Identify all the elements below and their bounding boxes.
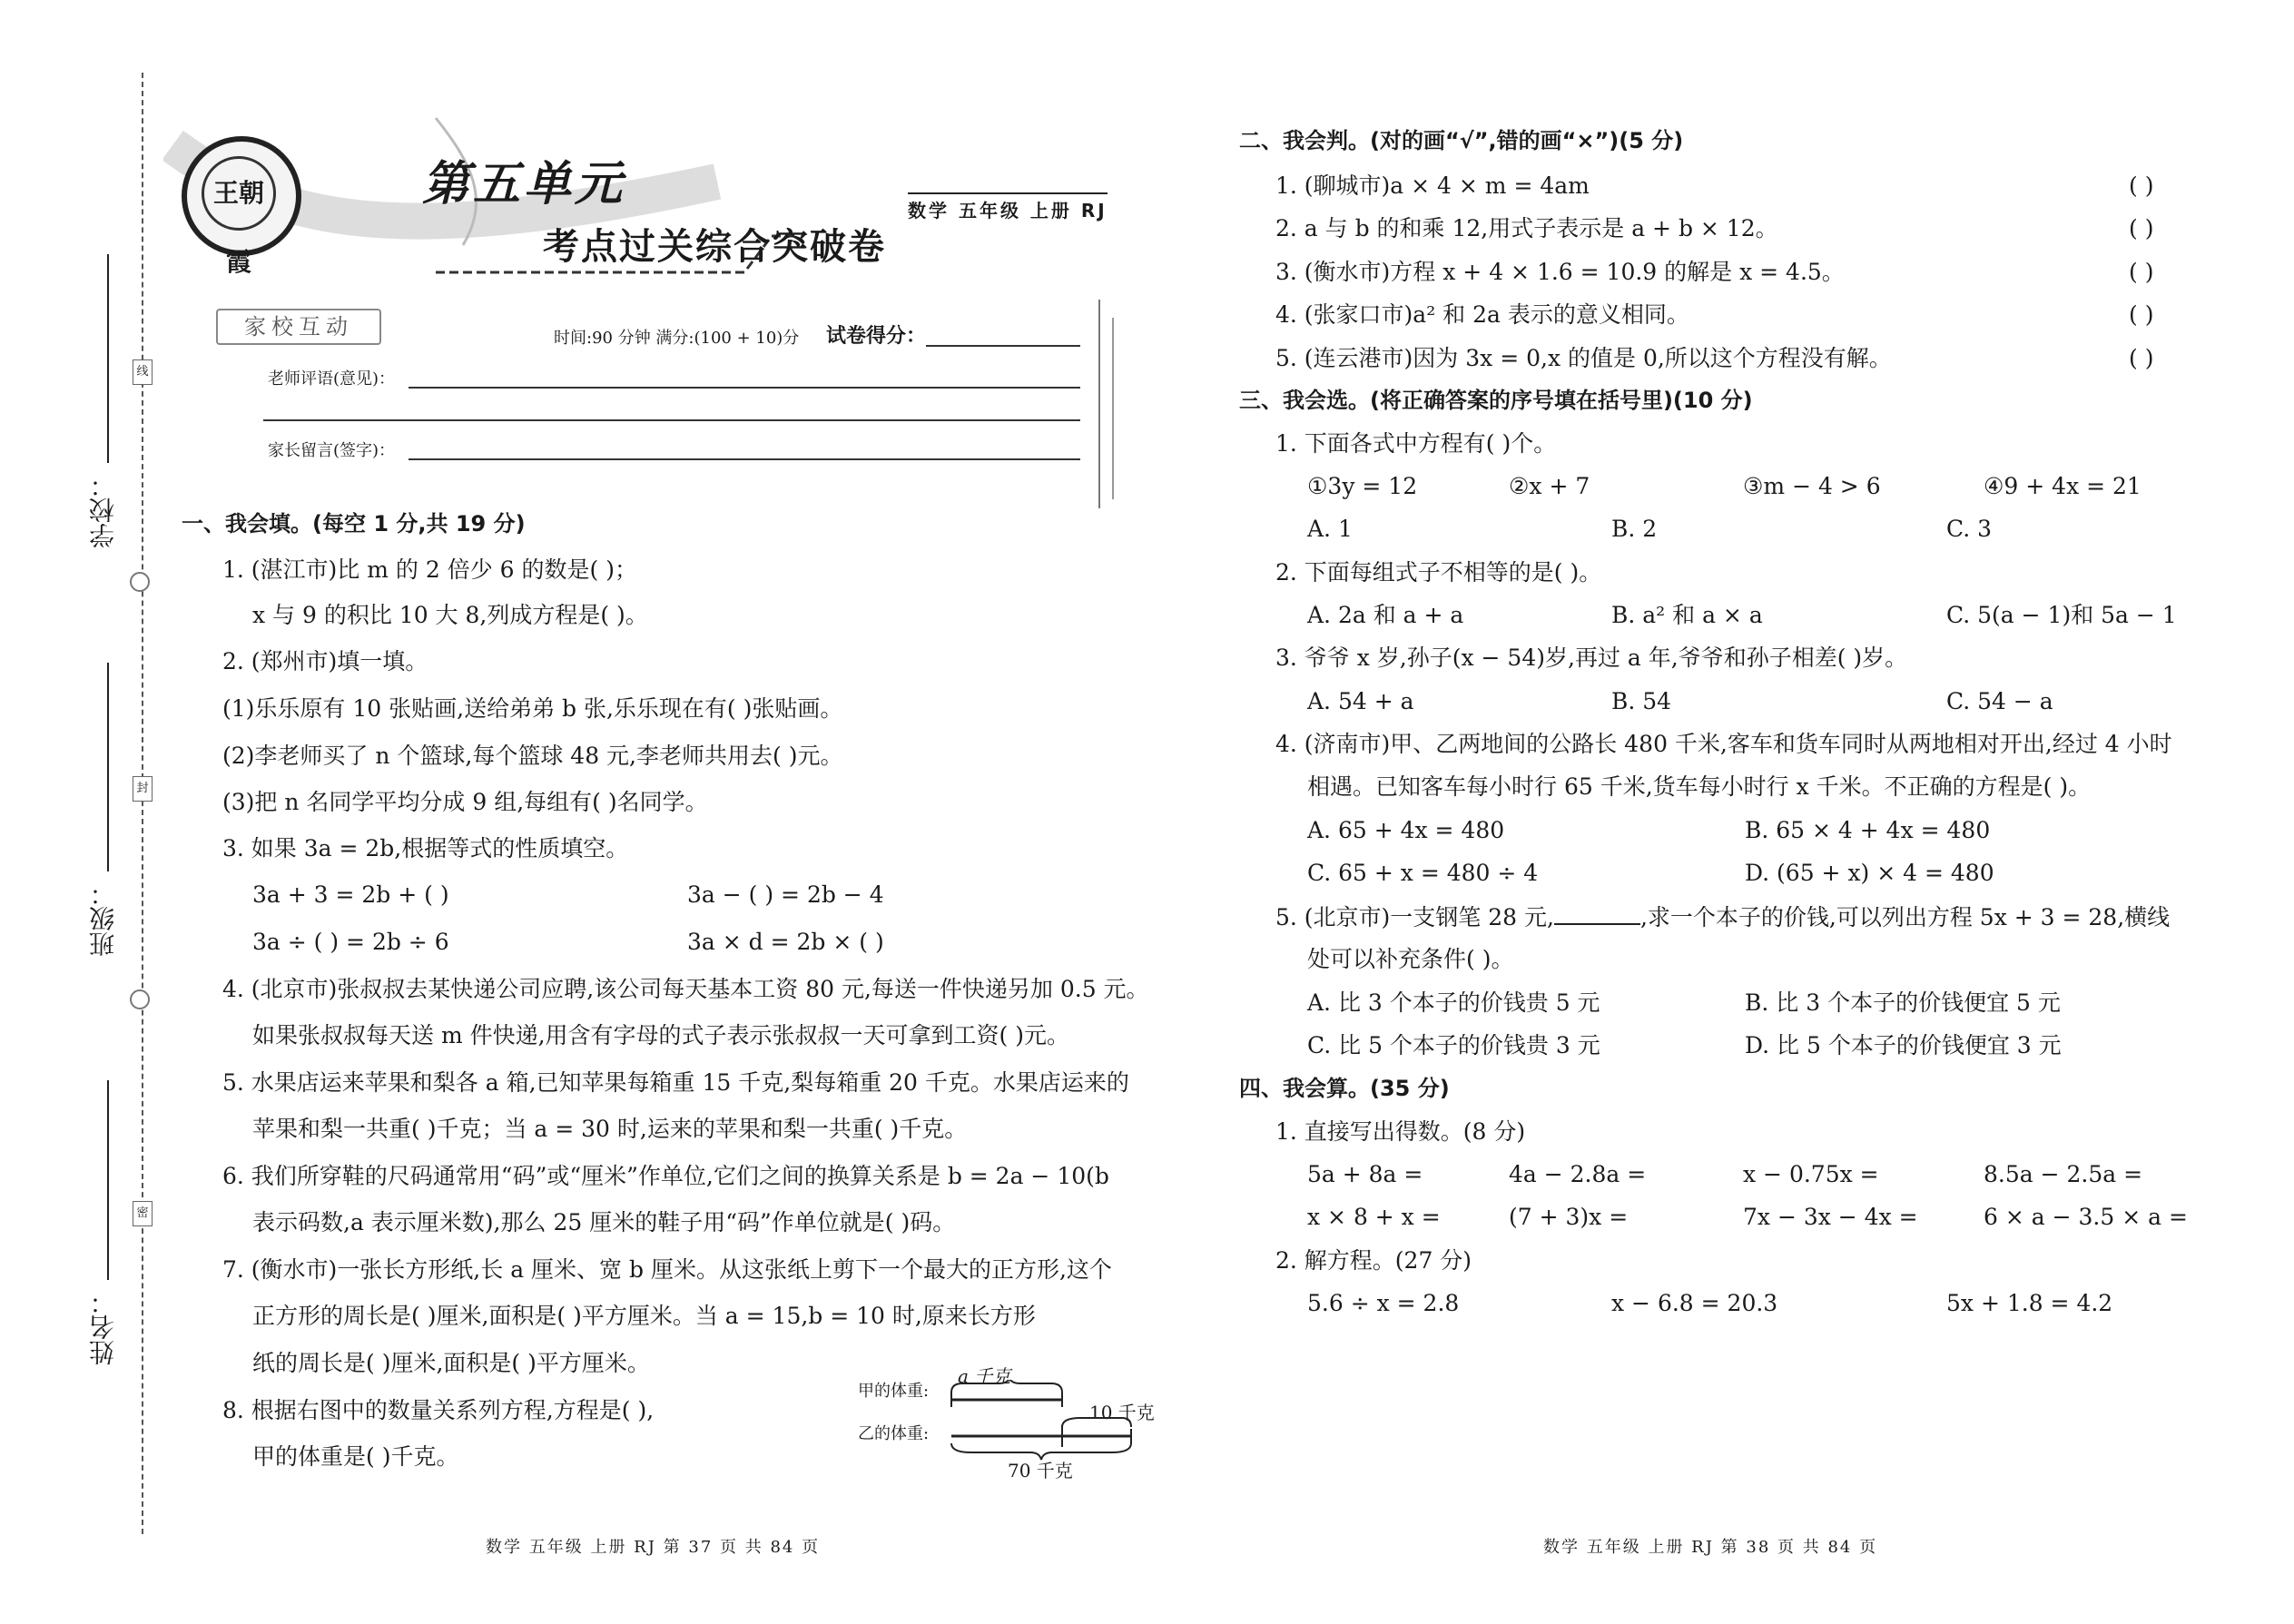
divider [1098,300,1100,508]
choice-2-option-b[interactable]: B. a² 和 a × a [1611,602,1763,628]
score-label: 试卷得分： [826,325,927,348]
choice-4-option-b[interactable]: B. 65 × 4 + 4x = 480 [1745,817,1991,843]
choice-1-item: ①3y = 12 [1307,473,1418,499]
q3d: 3a × d = 2b × ( ) [687,929,884,955]
calc-2: 2. 解方程。(27 分) [1275,1247,1472,1274]
choice-5a-text2: ,求一个本子的价钱,可以列出方程 5x + 3 = 28,横线 [1639,904,2171,930]
choice-1-item: ②x + 7 [1509,473,1590,499]
paper-title: 考点过关综合突破卷 [543,225,886,268]
choice-1-option-c[interactable]: C. 3 [1946,516,1993,542]
choice-4-option-a[interactable]: A. 65 + 4x = 480 [1307,817,1505,843]
school-label: 学校： [88,472,118,548]
judge-4-answer[interactable]: ( ) [2129,301,2154,328]
choice-5-option-b[interactable]: B. 比 3 个本子的价钱便宜 5 元 [1745,989,2061,1016]
q2b: (2)李老师买了 n 个篮球,每个篮球 48 元,李老师共用去( )元。 [222,743,843,769]
binding-mark-secret: 密 [133,1201,153,1226]
q8b: 甲的体重是( )千克。 [252,1443,459,1470]
q5b: 苹果和梨一共重( )千克；当 a = 30 时,运来的苹果和梨一共重( )千克。 [252,1116,968,1142]
q2a: (1)乐乐原有 10 张贴画,送给弟弟 b 张,乐乐现在有( )张贴画。 [222,695,843,722]
judge-3: 3. (衡水市)方程 x + 4 × 1.6 = 10.9 的解是 x = 4.5。 [1275,259,1845,285]
publisher-logo: 王朝霞 [182,136,301,256]
judge-3-answer[interactable]: ( ) [2129,259,2154,285]
fig-label-yi: 乙的体重: [858,1424,930,1443]
choice-5-option-a[interactable]: A. 比 3 个本子的价钱贵 5 元 [1307,989,1600,1016]
choice-2-option-c[interactable]: C. 5(a − 1)和 5a − 1 [1946,602,2177,628]
q5a: 5. 水果店运来苹果和梨各 a 箱,已知苹果每箱重 15 千克,梨每箱重 20 千克。水果店运来的 [222,1069,1129,1096]
teacher-comment-line[interactable] [409,387,1080,389]
q3c: 3a ÷ ( ) = 2b ÷ 6 [252,929,449,955]
choice-1: 1. 下面各式中方程有( )个。 [1275,430,1557,457]
calc-1-item: x × 8 + x = [1307,1204,1441,1230]
q3: 3. 如果 3a = 2b,根据等式的性质填空。 [222,835,629,861]
q7c: 纸的周长是( )厘米,面积是( )平方厘米。 [252,1350,650,1376]
choice-4a: 4. (济南市)甲、乙两地间的公路长 480 千米,客车和货车同时从两地相对开出,经过 4 小时 [1275,731,2172,757]
q6a: 6. 我们所穿鞋的尺码通常用“码”或“厘米”作单位,它们之间的换算关系是 b = 2a − 10(b [222,1163,1109,1189]
q7b: 正方形的周长是( )厘米,面积是( )平方厘米。当 a = 15,b = 10 时,原来长方形 [252,1303,1036,1329]
time-info: 时间:90 分钟 满分:(100 + 10)分 [554,329,800,348]
teacher-comment-label: 老师评语(意见)： [268,369,396,389]
choice-1-item: ④9 + 4x = 21 [1984,473,2141,499]
comment-line[interactable] [263,419,1080,421]
judge-1-answer[interactable]: ( ) [2129,172,2154,199]
choice-4-option-d[interactable]: D. (65 + x) × 4 = 480 [1745,860,1994,886]
q7a: 7. (衡水市)一张长方形纸,长 a 厘米、宽 b 厘米。从这张纸上剪下一个最大的正方形,这个 [222,1256,1112,1283]
choice-3-option-b[interactable]: B. 54 [1611,688,1672,714]
calc-1-item: x − 0.75x = [1743,1161,1879,1187]
binding-hole [130,572,150,592]
choice-1-option-b[interactable]: B. 2 [1611,516,1658,542]
fig-label-10: 10 千克 [1089,1402,1155,1423]
footer-left: 数学 五年级 上册 RJ 第 37 页 共 84 页 [486,1538,821,1557]
choice-2-option-a[interactable]: A. 2a 和 a + a [1307,602,1464,628]
equation-item: 5.6 ÷ x = 2.8 [1307,1290,1460,1316]
q4a: 4. (北京市)张叔叔去某快递公司应聘,该公司每天基本工资 80 元,每送一件快递另加 0.5 元。 [222,976,1149,1002]
fig-label-jia: 甲的体重: [858,1382,930,1401]
q3b: 3a − ( ) = 2b − 4 [687,881,884,908]
choice-3: 3. 爷爷 x 岁,孙子(x − 54)岁,再过 a 年,爷爷和孙子相差( )岁。 [1275,645,1908,671]
choice-4b: 相遇。已知客车每小时行 65 千米,货车每小时行 x 千米。不正确的方程是( )。 [1307,773,2092,800]
family-school-box: 家校互动 [216,309,381,345]
school-write-line [107,254,109,463]
q3a: 3a + 3 = 2b + ( ) [252,881,449,908]
calc-1-item: 6 × a − 3.5 × a = [1984,1204,2188,1230]
choice-3-option-c[interactable]: C. 54 − a [1946,688,2053,714]
judge-1: 1. (聊城市)a × 4 × m = 4am [1275,172,1590,199]
fig-label-a: a 千克 [958,1365,1011,1387]
choice-4-option-c[interactable]: C. 65 + x = 480 ÷ 4 [1307,860,1539,886]
section-2-title: 二、我会判。(对的画“√”,错的画“×”)(5 分) [1239,128,1684,153]
q6b: 表示码数,a 表示厘米数),那么 25 厘米的鞋子用“码”作单位就是( )码。 [252,1209,956,1235]
q1a: 1. (湛江市)比 m 的 2 倍少 6 的数是( )； [222,556,637,583]
binding-mark-seal: 封 [133,776,153,802]
calc-1-item: 5a + 8a = [1307,1161,1423,1187]
judge-5-answer[interactable]: ( ) [2129,345,2154,371]
section-3-title: 三、我会选。(将正确答案的序号填在括号里)(10 分) [1239,388,1753,413]
choice-5-option-d[interactable]: D. 比 5 个本子的价钱便宜 3 元 [1745,1032,2062,1058]
binding-hole [130,989,150,1009]
q4b: 如果张叔叔每天送 m 件快递,用含有字母的式子表示张叔叔一天可拿到工资( )元。 [252,1022,1070,1048]
choice-5b: 处可以补充条件( )。 [1307,946,1514,972]
calc-1-item: 8.5a − 2.5a = [1984,1161,2143,1187]
class-write-line [107,663,109,871]
subject-tag: 数学 五年级 上册 RJ [908,192,1108,222]
choice-5-blank[interactable] [1554,901,1640,925]
parent-note-label: 家长留言(签字)： [268,441,396,460]
judge-4: 4. (张家口市)a² 和 2a 表示的意义相同。 [1275,301,1689,328]
q2c: (3)把 n 名同学平均分成 9 组,每组有( )名同学。 [222,789,708,815]
calc-1-item: 7x − 3x − 4x = [1743,1204,1918,1230]
choice-5a-text1: 5. (北京市)一支钢笔 28 元, [1275,904,1554,930]
name-write-line [107,1080,109,1280]
choice-1-item: ③m − 4 > 6 [1743,473,1881,499]
name-label: 姓名： [88,1289,118,1365]
equation-item: x − 6.8 = 20.3 [1611,1290,1778,1316]
choice-2: 2. 下面每组式子不相等的是( )。 [1275,559,1602,586]
choice-1-option-a[interactable]: A. 1 [1307,516,1353,542]
q1b: x 与 9 的积比 10 大 8,列成方程是( )。 [252,602,648,628]
q2: 2. (郑州市)填一填。 [222,648,428,674]
divider [1112,318,1114,499]
equation-item: 5x + 1.8 = 4.2 [1946,1290,2113,1316]
choice-5a [1275,901,2170,933]
footer-right: 数学 五年级 上册 RJ 第 38 页 共 84 页 [1543,1538,1878,1557]
calc-1: 1. 直接写出得数。(8 分) [1275,1118,1526,1145]
calc-1-item: (7 + 3)x = [1509,1204,1629,1230]
calc-1-item: 4a − 2.8a = [1509,1161,1647,1187]
weight-diagram [944,1380,1162,1462]
section-1-title: 一、我会填。(每空 1 分,共 19 分) [182,511,526,536]
fig-label-70: 70 千克 [1008,1460,1073,1481]
choice-5-option-c[interactable]: C. 比 5 个本子的价钱贵 3 元 [1307,1032,1600,1058]
q8a: 8. 根据右图中的数量关系列方程,方程是( ), [222,1397,655,1423]
section-4-title: 四、我会算。(35 分) [1239,1076,1450,1101]
choice-3-option-a[interactable]: A. 54 + a [1307,688,1414,714]
judge-2: 2. a 与 b 的和乘 12,用式子表示是 a + b × 12。 [1275,215,1778,241]
class-label: 班级： [88,881,118,957]
score-field[interactable] [926,345,1080,347]
binding-dashed-line [142,73,143,1534]
parent-note-line[interactable] [409,458,1080,460]
unit-title: 第五单元 [422,157,626,212]
judge-2-answer[interactable]: ( ) [2129,215,2154,241]
judge-5: 5. (连云港市)因为 3x = 0,x 的值是 0,所以这个方程没有解。 [1275,345,1892,371]
binding-mark-line: 线 [133,359,153,385]
